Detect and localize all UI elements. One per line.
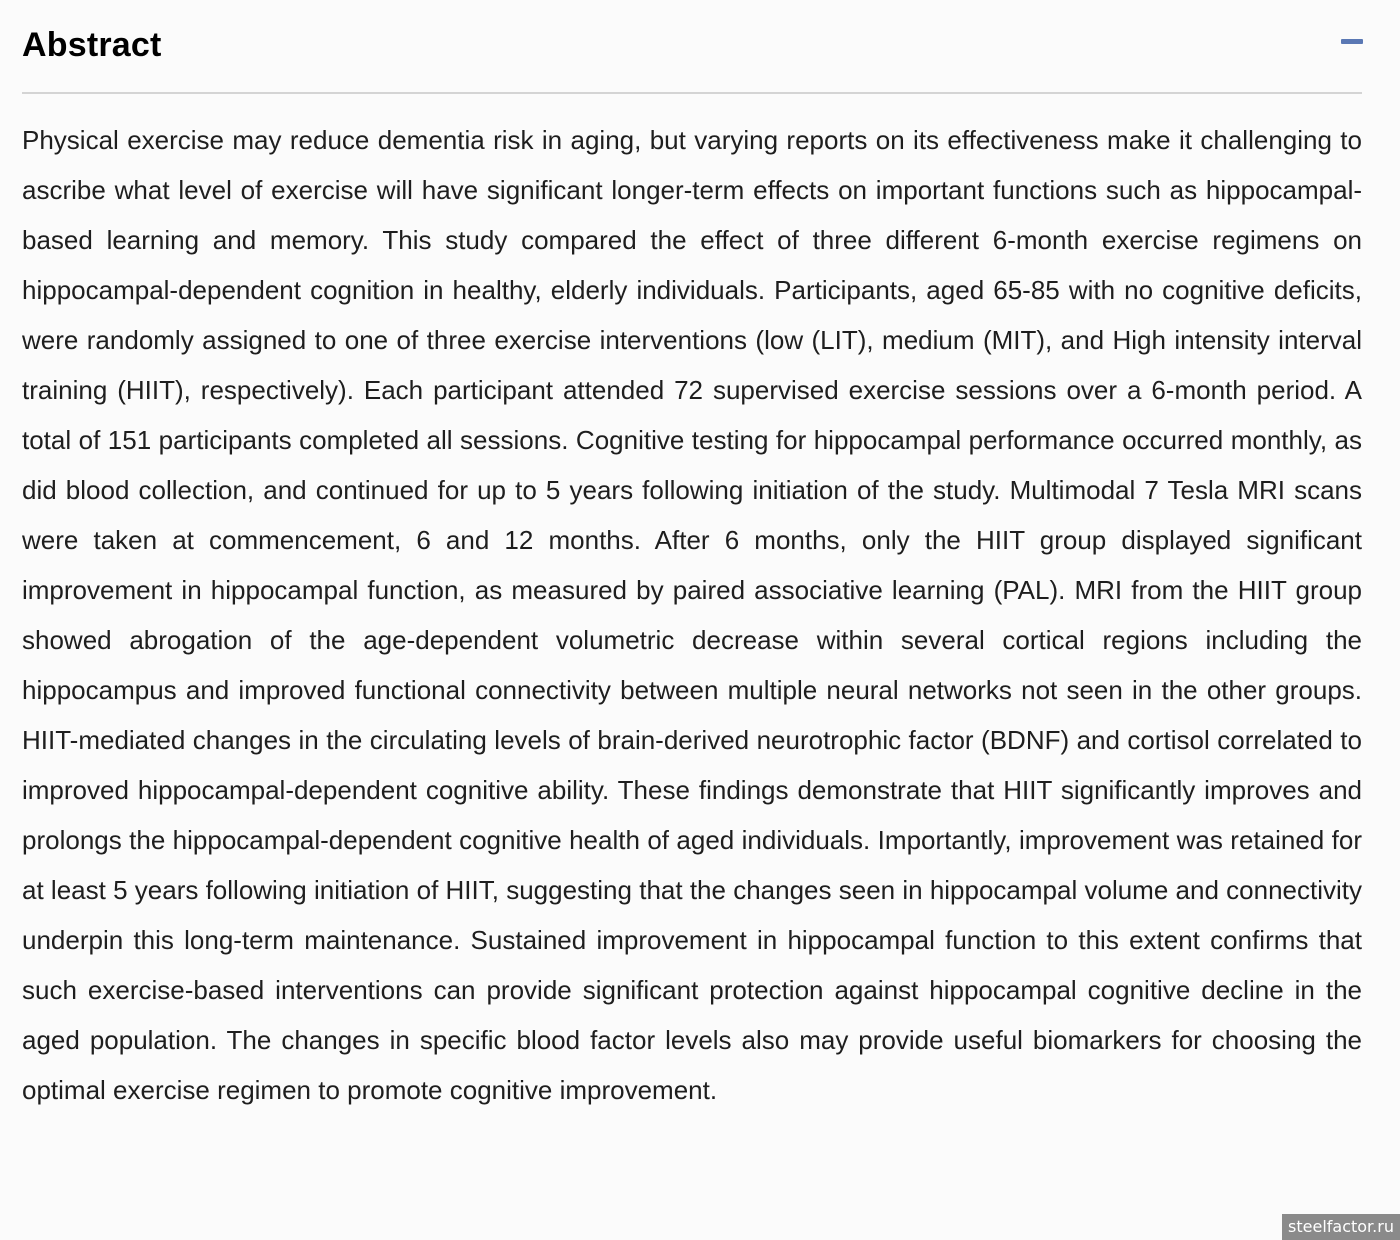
section-title: Abstract	[22, 26, 162, 64]
abstract-section	[22, 0, 1362, 1115]
minus-icon	[1341, 39, 1363, 44]
section-header	[22, 0, 1362, 94]
abstract-text: Physical exercise may reduce dementia risk in aging, but varying reports on its effectiveness make it challenging to ascribe what level of exercise will have significant longer-term effects on important functions such as hippocampal-based learning and memory. This study compared the effect of three different 6-month exercise regimens on hippocampal-dependent cognition in healthy, elderly individuals. Participants, aged 65-85 with no cognitive deficits, were randomly assigned to one of three exercise interventions (low (LIT), medium (MIT), and High intensity interval training (HIIT), respectively). Each participant attended 72 supervised exercise sessions over a 6-month period. A total of 151 participants completed all sessions. Cognitive testing for hippocampal performance occurred monthly, as did blood collection, and continued for up to 5 years following initiation of the study. Multimodal 7 Tesla MRI scans were taken at commencement, 6 and 12 months. After 6 months, only the HIIT group displayed significant improvement in hippocampal function, as measured by paired associative learning (PAL). MRI from the HIIT group showed abrogation of the age-dependent volumetric decrease within several cortical regions including the hippocampus and improved functional connectivity between multiple neural networks not seen in the other groups. HIIT-mediated changes in the circulating levels of brain-derived neurotrophic factor (BDNF) and cortisol correlated to improved hippocampal-dependent cognitive ability. These findings demonstrate that HIIT significantly improves and prolongs the hippocampal-dependent cognitive health of aged individuals. Importantly, improvement was retained for at least 5 years following initiation of HIIT, suggesting that the changes seen in hippocampal volume and connectivity underpin this long-term maintenance. Sustained improvement in hippocampal function to this extent confirms that such exercise-based interventions can provide significant protection against hippocampal cognitive decline in the aged population. The changes in specific blood factor levels also may provide useful biomarkers for choosing the optimal exercise regimen to promote cognitive improvement.	[22, 125, 1362, 1105]
collapse-toggle-button[interactable]	[1340, 30, 1364, 52]
watermark: steelfactor.ru	[1282, 1214, 1400, 1240]
